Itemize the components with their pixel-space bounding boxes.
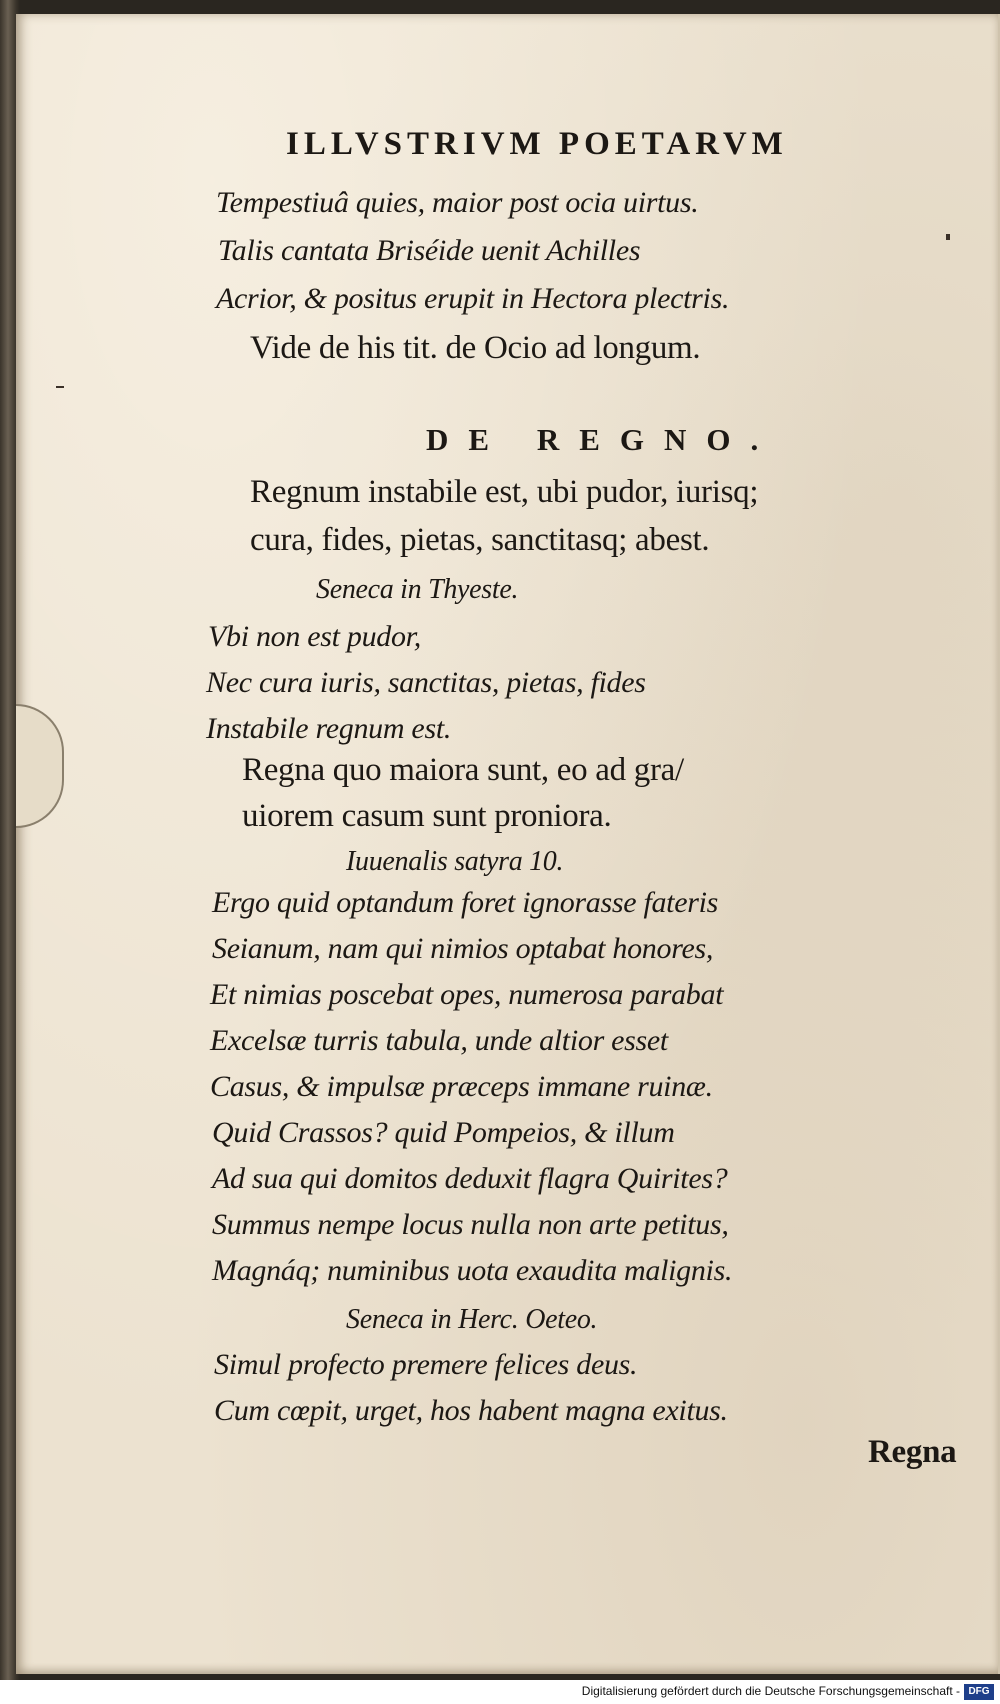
verse-line: Ad sua qui domitos deduxit flagra Quirites? <box>212 1162 728 1195</box>
sentence-line: cura, fides, pietas, sanctitasq; abest. <box>250 522 710 558</box>
source-citation: Seneca in Herc. Oeteo. <box>346 1304 598 1335</box>
ink-speck <box>946 234 950 240</box>
section-heading: DE REGNO. <box>426 422 779 457</box>
verse-line: Casus, & impulsæ præceps immane ruinæ. <box>210 1070 713 1103</box>
verse-line: Ergo quid optandum foret ignorasse fateris <box>212 886 719 919</box>
page-text <box>16 14 998 1674</box>
verse-line: Cum cœpit, urget, hos habent magna exitus. <box>214 1394 728 1427</box>
source-citation: Iuuenalis satyra 10. <box>346 846 564 877</box>
running-title: ILLVSTRIVM POETARVM <box>286 126 788 162</box>
catchword: Regna <box>868 1434 957 1470</box>
dfg-logo: DFG <box>964 1684 994 1700</box>
verse-line: Tempestiuâ quies, maior post ocia uirtus. <box>216 186 699 219</box>
digitization-credit: Digitalisierung gefördert durch die Deutsche Forschungsgemeinschaft - <box>581 1684 960 1698</box>
verse-line: Quid Crassos? quid Pompeios, & illum <box>212 1116 675 1149</box>
sentence-line: Regnum instabile est, ubi pudor, iurisq; <box>250 474 759 510</box>
book-page <box>16 14 998 1674</box>
verse-line: Talis cantata Briséide uenit Achilles <box>218 234 641 267</box>
verse-line: Vbi non est pudor, <box>208 620 421 653</box>
verse-line: Summus nempe locus nulla non arte petitus, <box>212 1208 729 1241</box>
verse-line: Simul profecto premere felices deus. <box>214 1348 638 1381</box>
verse-line: Nec cura iuris, sanctitas, pietas, fides <box>206 666 646 699</box>
verse-line: Acrior, & positus erupit in Hectora plectris. <box>216 282 730 315</box>
verse-line: Instabile regnum est. <box>206 712 452 745</box>
verse-line: Et nimias poscebat opes, numerosa parabat <box>210 978 724 1011</box>
ink-speck <box>56 386 64 388</box>
cross-reference: Vide de his tit. de Ocio ad longum. <box>250 330 701 366</box>
sentence-line: uiorem casum sunt proniora. <box>242 798 612 834</box>
verse-line: Excelsæ turris tabula, unde altior esset <box>210 1024 668 1057</box>
sentence-line: Regna quo maiora sunt, eo ad gra/ <box>242 752 684 788</box>
source-citation: Seneca in Thyeste. <box>316 574 519 605</box>
verse-line: Magnáq; numinibus uota exaudita malignis. <box>212 1254 733 1287</box>
verse-line: Seianum, nam qui nimios optabat honores, <box>212 932 714 965</box>
